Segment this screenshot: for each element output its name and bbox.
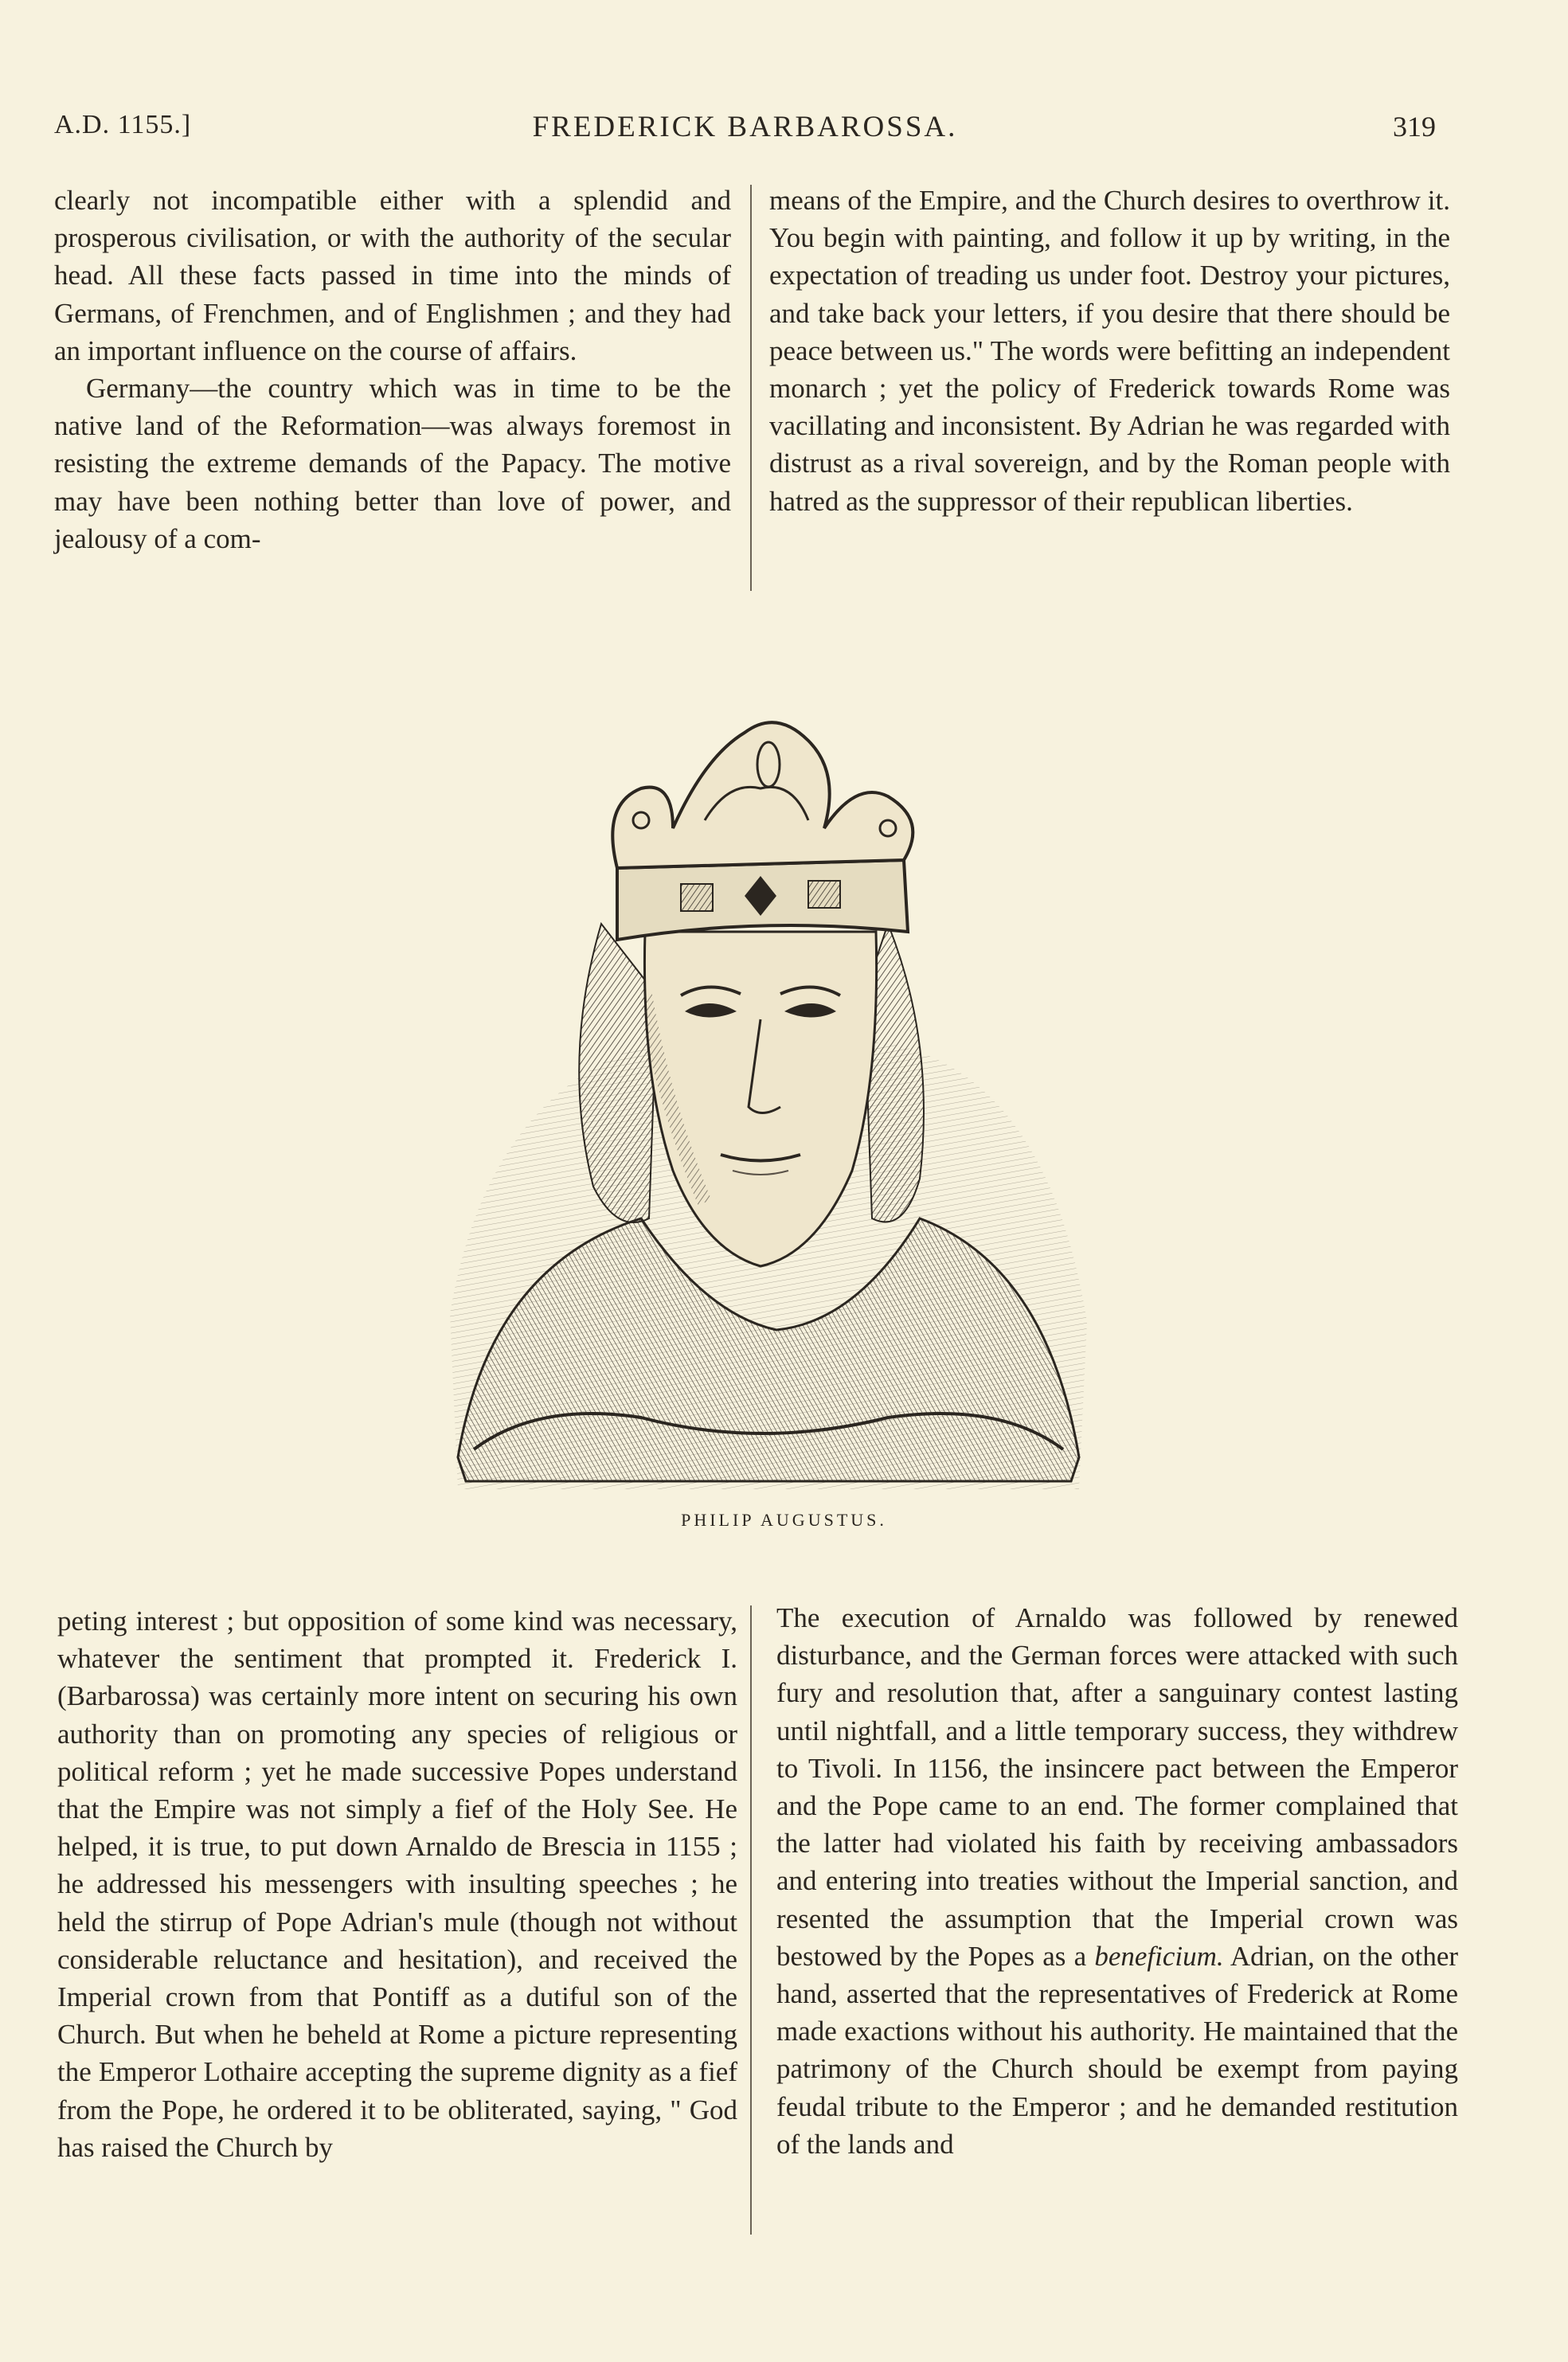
figure-caption: PHILIP AUGUSTUS.	[681, 1510, 887, 1530]
paragraph: peting interest ; but opposition of some kind was necessary, whatever the sentiment that prompted it. Frederick I. (Barbarossa) was certainly more intent on securing his own authority than on promoting any species of religious or political reform ; yet he made successive Popes understand that the Empire was not simply a fief of the Holy See. He helped, it is true, to put down Arnaldo de Brescia in 1155 ; he addressed his messengers with insulting speeches ; he held the stirrup of Pope Adrian's mule (though not without considerable reluctance and hesitation), and received the Imperial crown from that Pontiff as a dutiful son of the Church. But when he beheld at Rome a picture representing the Emperor Lothaire accepting the supreme dignity as a fief from the Pope, he ordered it to be obliterated, saying, " God has raised the Church by	[57, 1605, 737, 2163]
paragraph: clearly not incompatible either with a splendid and prosperous civilisation, or with the authority of the secular head. All these facts passed in time into the minds of Germans, of Frenchmen, and of Englishmen ; and they had an important influence on the course of affairs.	[54, 185, 731, 366]
top-right-column	[769, 182, 1450, 520]
paragraph: means of the Empire, and the Church desires to overthrow it. You begin with painting, and follow it up by writing, in the expectation of treading us under foot. Destroy your pictures, and take back your letters, if you desire that there should be peace between us." The words were befitting an independent monarch ; yet the policy of Frederick towards Rome was vacillating and inconsistent. By Adrian he was regarded with distrust as a rival sovereign, and by the Roman people with hatred as the suppressor of their republican liberties.	[769, 185, 1450, 517]
paragraph	[776, 1599, 1458, 2163]
column-rule-bottom	[750, 1605, 752, 2235]
top-left-column	[54, 182, 731, 557]
header-date: A.D. 1155.]	[54, 110, 192, 139]
page-number: 319	[1393, 111, 1436, 143]
paragraph: Germany—the country which was in time to be the native land of the Reformation—was always foremost in resisting the extreme demands of the Papacy. The motive may have been nothing better than love of power, and jealousy of a com-	[54, 373, 731, 554]
bottom-right-column	[776, 1599, 1458, 2163]
paragraph-text: Adrian, on the other hand, asserted that the representatives of Frederick at Rome made exactions without his authority. He maintained that the patrimony of the Church should be exempt from paying feudal tribute to the Emperor ; and he demanded restitution of the lands and	[776, 1940, 1459, 2160]
running-header	[54, 110, 1436, 150]
bottom-left-column	[57, 1602, 737, 2166]
paragraph-text: The execution of Arnaldo was followed by renewed disturbance, and the German forces were attacked with such fury and resolution that, after a sanguinary contest lasting until nightfall, and a little temporary success, they withdrew to Tivoli. In 1156, the insincere pact between the Emperor and the Pope came to an end. The former complained that the latter had violated his faith by receiving ambassadors and entering into treaties without the Imperial sanction, and resented the assumption that the Imperial crown was bestowed by the Popes as a	[776, 1602, 1458, 1972]
portrait-engraving	[442, 661, 1099, 1497]
italic-term: beneficium.	[1094, 1940, 1224, 1972]
column-rule-top	[750, 185, 752, 591]
header-title: FREDERICK BARBAROSSA.	[532, 111, 958, 143]
